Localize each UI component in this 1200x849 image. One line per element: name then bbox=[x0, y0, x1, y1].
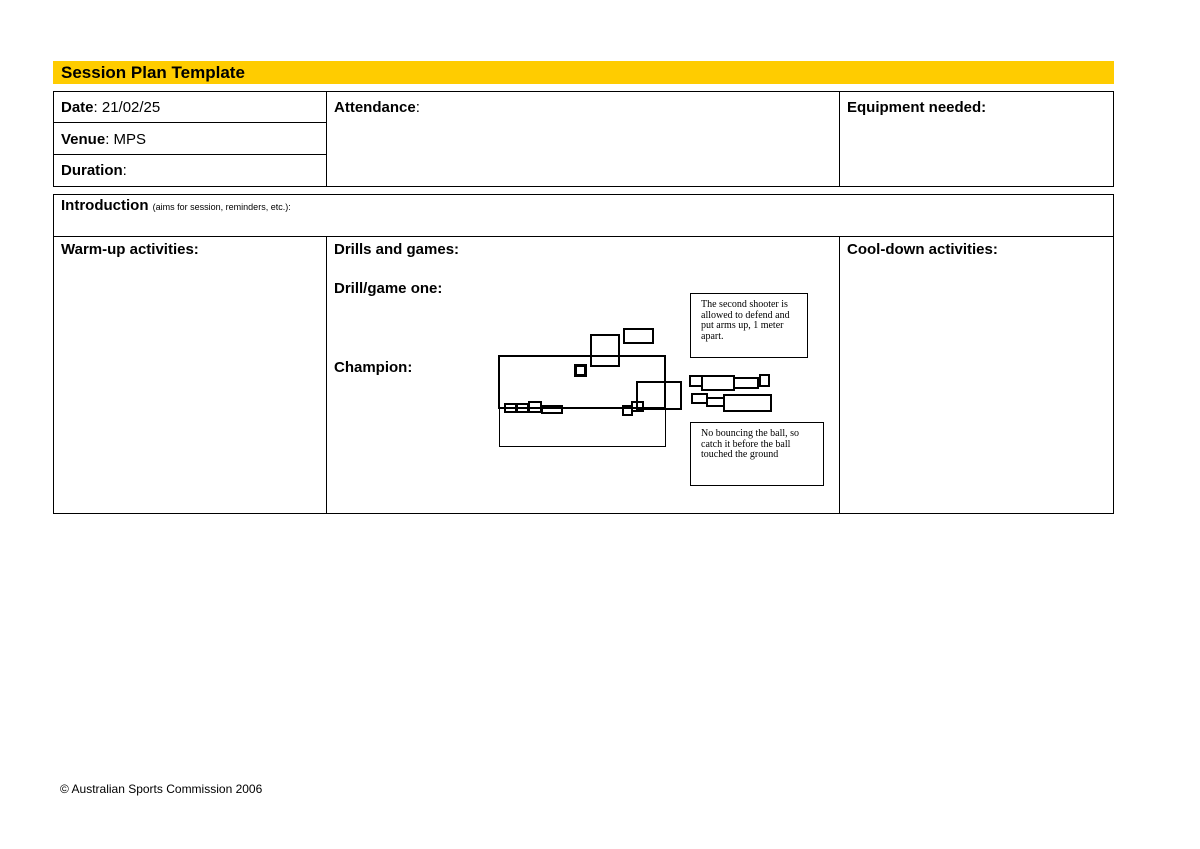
player-box bbox=[723, 394, 772, 412]
date-value: : 21/02/25 bbox=[93, 99, 161, 116]
venue-value: : MPS bbox=[105, 131, 147, 148]
introduction-cell bbox=[53, 194, 1114, 237]
warmup-label: Warm-up activities: bbox=[61, 241, 199, 258]
duration-label: Duration bbox=[61, 162, 123, 179]
player-marker bbox=[574, 364, 587, 377]
venue-cell bbox=[53, 122, 327, 155]
attendance-value: : bbox=[415, 99, 420, 116]
venue-label: Venue bbox=[61, 131, 106, 148]
duration-cell bbox=[53, 154, 327, 187]
date-cell bbox=[53, 91, 327, 123]
cooldown-cell bbox=[839, 236, 1114, 514]
equipment-cell bbox=[839, 91, 1114, 187]
player-box bbox=[733, 377, 759, 389]
duration-value: : bbox=[122, 162, 127, 179]
player-marker bbox=[528, 401, 542, 413]
player-box bbox=[623, 328, 654, 344]
cooldown-label: Cool-down activities: bbox=[847, 241, 998, 258]
introduction-label: Introduction bbox=[61, 197, 149, 214]
drills-label: Drills and games: bbox=[334, 241, 460, 258]
note-no-bouncing: No bouncing the ball, so catch it before the ball touched the ground bbox=[690, 422, 824, 486]
player-box bbox=[701, 375, 735, 391]
player-box bbox=[590, 334, 620, 367]
date-label: Date bbox=[61, 99, 94, 116]
page-title: Session Plan Template bbox=[53, 61, 1114, 84]
player-box bbox=[759, 374, 770, 387]
player-marker bbox=[631, 401, 644, 412]
champion-label: Champion: bbox=[334, 359, 413, 376]
equipment-label: Equipment needed: bbox=[847, 99, 987, 116]
warmup-cell bbox=[53, 236, 327, 514]
note-second-shooter: The second shooter is allowed to defend and put arms up, 1 meter apart. bbox=[690, 293, 808, 358]
drill-one-label: Drill/game one: bbox=[334, 280, 443, 297]
attendance-cell bbox=[326, 91, 840, 187]
player-marker bbox=[541, 405, 563, 414]
copyright-footer: © Australian Sports Commission 2006 bbox=[60, 782, 263, 796]
attendance-label: Attendance bbox=[334, 99, 416, 116]
introduction-hint: (aims for session, reminders, etc.): bbox=[152, 202, 291, 212]
